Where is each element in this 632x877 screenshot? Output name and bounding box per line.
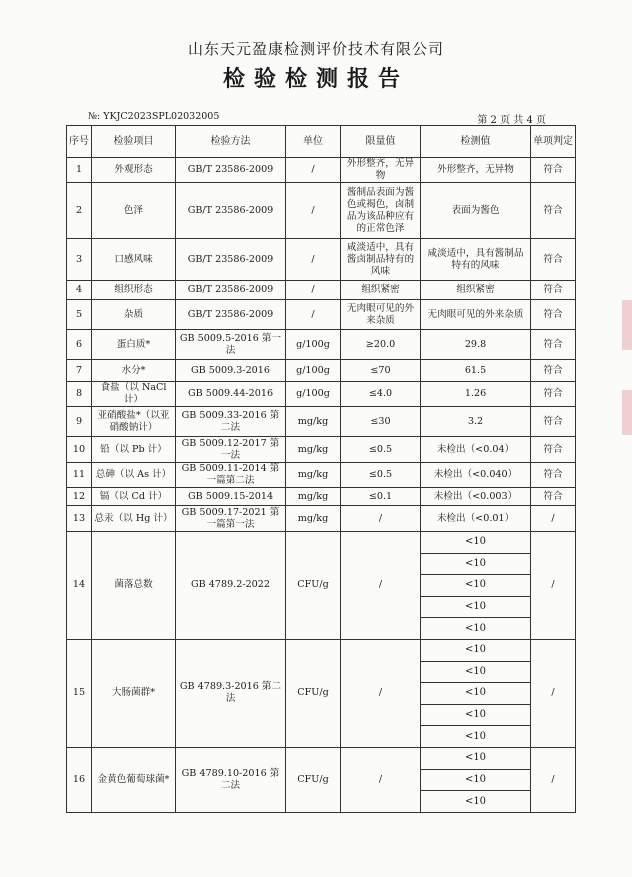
judgement: 符合 bbox=[531, 463, 576, 488]
replicate-value: <10 bbox=[421, 661, 530, 683]
table-row bbox=[67, 488, 576, 506]
column-header-item: 检验项目 bbox=[92, 126, 176, 158]
test-item: 蛋白质* bbox=[92, 330, 176, 360]
limit-value: 组织紧密 bbox=[341, 281, 421, 300]
column-header-judge: 单项判定 bbox=[531, 126, 576, 158]
unit: CFU/g bbox=[286, 747, 341, 812]
test-method: GB 5009.44-2016 bbox=[176, 382, 286, 407]
results-table bbox=[66, 125, 576, 813]
test-method: GB 4789.2-2022 bbox=[176, 532, 286, 640]
unit: / bbox=[286, 300, 341, 330]
row-number: 8 bbox=[67, 382, 92, 407]
judgement: 符合 bbox=[531, 382, 576, 407]
replicate-value: <10 bbox=[421, 640, 530, 661]
replicate-value: <10 bbox=[421, 704, 530, 726]
judgement: 符合 bbox=[531, 437, 576, 463]
row-number: 16 bbox=[67, 747, 92, 812]
measured-value: 表面为酱色 bbox=[421, 183, 531, 239]
table-row bbox=[67, 158, 576, 183]
test-item: 口感风味 bbox=[92, 239, 176, 281]
limit-value: ≤4.0 bbox=[341, 382, 421, 407]
replicate-value: <10 bbox=[421, 532, 530, 553]
test-method: GB 5009.17-2021 第一篇第一法 bbox=[176, 506, 286, 532]
column-header-value: 检测值 bbox=[421, 126, 531, 158]
row-number: 5 bbox=[67, 300, 92, 330]
test-method: GB 4789.3-2016 第二法 bbox=[176, 639, 286, 747]
table-row bbox=[67, 382, 576, 407]
limit-value: / bbox=[341, 506, 421, 532]
test-method: GB 5009.15-2014 bbox=[176, 488, 286, 506]
test-item: 杂质 bbox=[92, 300, 176, 330]
test-method: GB 5009.5-2016 第一法 bbox=[176, 330, 286, 360]
test-method: GB/T 23586-2009 bbox=[176, 239, 286, 281]
limit-value: 酱制品表面为酱色或褐色，卤制品为该品种应有的正常色泽 bbox=[341, 183, 421, 239]
row-number: 1 bbox=[67, 158, 92, 183]
row-number: 11 bbox=[67, 463, 92, 488]
limit-value: ≤70 bbox=[341, 360, 421, 382]
seal-stamp-edge bbox=[622, 300, 632, 350]
row-number: 13 bbox=[67, 506, 92, 532]
unit: g/100g bbox=[286, 330, 341, 360]
report-number: №: YKJC2023SPL02032005 bbox=[88, 111, 220, 122]
test-item: 色泽 bbox=[92, 183, 176, 239]
limit-value: ≤0.5 bbox=[341, 463, 421, 488]
table-row bbox=[67, 437, 576, 463]
table-row bbox=[67, 506, 576, 532]
limit-value: / bbox=[341, 639, 421, 747]
unit: g/100g bbox=[286, 360, 341, 382]
row-number: 12 bbox=[67, 488, 92, 506]
row-number: 2 bbox=[67, 183, 92, 239]
judgement: 符合 bbox=[531, 281, 576, 300]
replicate-value: <10 bbox=[421, 553, 530, 575]
replicate-value: <10 bbox=[421, 575, 530, 597]
unit: g/100g bbox=[286, 382, 341, 407]
table-body bbox=[67, 158, 576, 813]
test-method: GB 5009.3-2016 bbox=[176, 360, 286, 382]
replicate-value: <10 bbox=[464, 795, 487, 807]
replicate-value: <10 bbox=[421, 596, 530, 618]
column-header-no: 序号 bbox=[67, 126, 92, 158]
unit: CFU/g bbox=[286, 532, 341, 640]
row-number: 7 bbox=[67, 360, 92, 382]
judgement: 符合 bbox=[531, 239, 576, 281]
test-item: 亚硝酸盐*（以亚硝酸钠计） bbox=[92, 407, 176, 437]
test-method: GB/T 23586-2009 bbox=[176, 281, 286, 300]
test-method: GB 5009.33-2016 第二法 bbox=[176, 407, 286, 437]
measured-value: 3.2 bbox=[421, 407, 531, 437]
test-method: GB 4789.10-2016 第二法 bbox=[176, 747, 286, 812]
test-method: GB/T 23586-2009 bbox=[176, 183, 286, 239]
test-method: GB 5009.11-2014 第一篇第二法 bbox=[176, 463, 286, 488]
replicate-values bbox=[421, 532, 530, 639]
table-row bbox=[67, 281, 576, 300]
measured-value: 组织紧密 bbox=[421, 281, 531, 300]
measured-value: 未检出（<0.04） bbox=[421, 437, 531, 463]
table-row bbox=[67, 747, 576, 812]
replicate-value: <10 bbox=[464, 622, 487, 634]
row-number: 15 bbox=[67, 639, 92, 747]
measured-value bbox=[421, 747, 531, 812]
row-number: 10 bbox=[67, 437, 92, 463]
table-row bbox=[67, 183, 576, 239]
test-item: 食盐（以 NaCl 计） bbox=[92, 382, 176, 407]
replicate-value: <10 bbox=[421, 683, 530, 705]
table-row bbox=[67, 239, 576, 281]
table-header-row bbox=[67, 126, 576, 158]
unit: / bbox=[286, 183, 341, 239]
measured-value: 未检出（<0.003） bbox=[421, 488, 531, 506]
limit-value: 咸淡适中，具有酱卤制品特有的风味 bbox=[341, 239, 421, 281]
test-item: 金黄色葡萄球菌* bbox=[92, 747, 176, 812]
test-item: 外观形态 bbox=[92, 158, 176, 183]
test-item: 总砷（以 As 计） bbox=[92, 463, 176, 488]
unit: / bbox=[286, 239, 341, 281]
measured-value: 外形整齐，无异物 bbox=[421, 158, 531, 183]
column-header-method: 检验方法 bbox=[176, 126, 286, 158]
limit-value: / bbox=[341, 747, 421, 812]
measured-value: 未检出（<0.01） bbox=[421, 506, 531, 532]
test-item: 铅（以 Pb 计） bbox=[92, 437, 176, 463]
judgement: 符合 bbox=[531, 330, 576, 360]
judgement: / bbox=[531, 506, 576, 532]
judgement: / bbox=[531, 747, 576, 812]
judgement: 符合 bbox=[531, 300, 576, 330]
page-info: 第 2 页 共 4 页 bbox=[477, 115, 546, 126]
measured-value: 61.5 bbox=[421, 360, 531, 382]
table-row bbox=[67, 407, 576, 437]
seal-stamp-edge bbox=[622, 390, 632, 435]
table-row bbox=[67, 532, 576, 640]
row-number: 3 bbox=[67, 239, 92, 281]
unit: / bbox=[286, 158, 341, 183]
limit-value: ≤0.1 bbox=[341, 488, 421, 506]
test-method: GB/T 23586-2009 bbox=[176, 158, 286, 183]
column-header-limit: 限量值 bbox=[341, 126, 421, 158]
limit-value: ≤0.5 bbox=[341, 437, 421, 463]
judgement: 符合 bbox=[531, 407, 576, 437]
table-row bbox=[67, 360, 576, 382]
measured-value: 29.8 bbox=[421, 330, 531, 360]
unit: CFU/g bbox=[286, 639, 341, 747]
measured-value: 未检出（<0.040） bbox=[421, 463, 531, 488]
measured-value bbox=[421, 532, 531, 640]
row-number: 9 bbox=[67, 407, 92, 437]
measured-value: 咸淡适中，具有酱制品特有的风味 bbox=[421, 239, 531, 281]
test-item: 水分* bbox=[92, 360, 176, 382]
limit-value: / bbox=[341, 532, 421, 640]
table-row bbox=[67, 463, 576, 488]
judgement: / bbox=[531, 639, 576, 747]
unit: mg/kg bbox=[286, 463, 341, 488]
report-title: 检验检测报告 bbox=[222, 67, 409, 92]
judgement: / bbox=[531, 532, 576, 640]
limit-value: 无肉眼可见的外来杂质 bbox=[341, 300, 421, 330]
unit: / bbox=[286, 281, 341, 300]
test-item: 组织形态 bbox=[92, 281, 176, 300]
unit: mg/kg bbox=[286, 506, 341, 532]
judgement: 符合 bbox=[531, 158, 576, 183]
measured-value bbox=[421, 639, 531, 747]
judgement: 符合 bbox=[531, 183, 576, 239]
unit: mg/kg bbox=[286, 407, 341, 437]
limit-value: 外形整齐，无异物 bbox=[341, 158, 421, 183]
measured-value: 无肉眼可见的外来杂质 bbox=[421, 300, 531, 330]
measured-value: 1.26 bbox=[421, 382, 531, 407]
unit: mg/kg bbox=[286, 437, 341, 463]
replicate-value: <10 bbox=[464, 730, 487, 742]
limit-value: ≥20.0 bbox=[341, 330, 421, 360]
table-row bbox=[67, 639, 576, 747]
test-item: 大肠菌群* bbox=[92, 639, 176, 747]
replicate-value: <10 bbox=[421, 769, 530, 791]
test-item: 总汞（以 Hg 计） bbox=[92, 506, 176, 532]
row-number: 4 bbox=[67, 281, 92, 300]
unit: mg/kg bbox=[286, 488, 341, 506]
column-header-unit: 单位 bbox=[286, 126, 341, 158]
table-row bbox=[67, 330, 576, 360]
test-method: GB 5009.12-2017 第一法 bbox=[176, 437, 286, 463]
test-item: 菌落总数 bbox=[92, 532, 176, 640]
judgement: 符合 bbox=[531, 488, 576, 506]
limit-value: ≤30 bbox=[341, 407, 421, 437]
replicate-values bbox=[421, 748, 530, 812]
company-name: 山东天元盈康检测评价技术有限公司 bbox=[187, 40, 444, 58]
test-method: GB/T 23586-2009 bbox=[176, 300, 286, 330]
test-item: 镉（以 Cd 计） bbox=[92, 488, 176, 506]
row-number: 6 bbox=[67, 330, 92, 360]
replicate-values bbox=[421, 640, 530, 747]
row-number: 14 bbox=[67, 532, 92, 640]
judgement: 符合 bbox=[531, 360, 576, 382]
replicate-value: <10 bbox=[421, 748, 530, 769]
table-row bbox=[67, 300, 576, 330]
